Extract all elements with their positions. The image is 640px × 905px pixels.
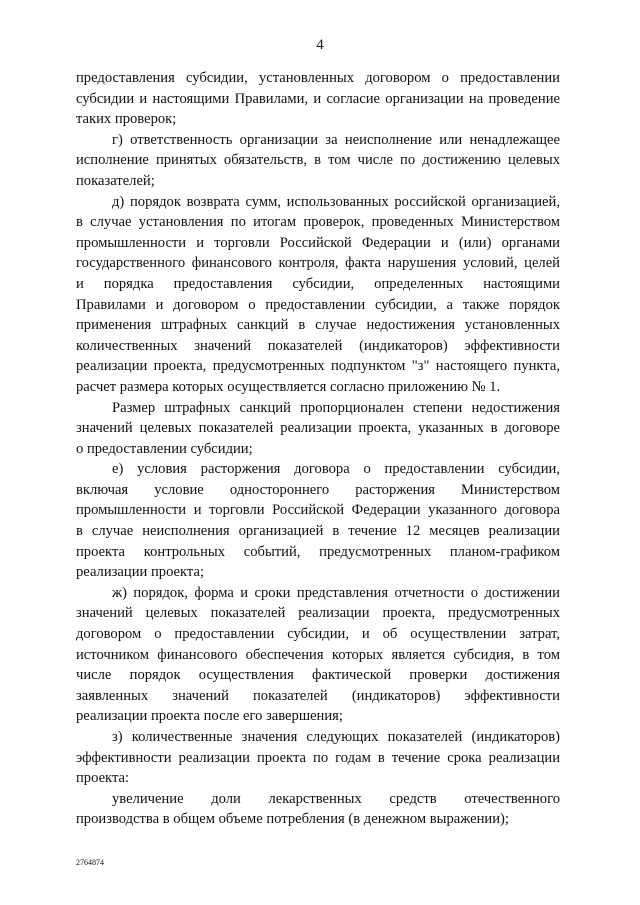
text-line: проекта:: [76, 770, 130, 787]
text-line: реализации проекта, предусмотренных подпунктом "з" настоящего пункта,: [76, 358, 560, 375]
text-line: включая условие одностороннего расторжения Министерством: [76, 481, 560, 498]
text-line: расчет размера которых осуществляется согласно приложению № 1.: [76, 378, 501, 395]
text-line: Правилами и договором о предоставлении субсидии, а также порядок: [76, 296, 560, 313]
text-line: производства в общем объеме потребления (в денежном выражении);: [76, 811, 509, 828]
text-line: промышленности и торговли Российской Федерации и (или) органами: [76, 234, 560, 251]
text-line: источником финансового обеспечения которых является субсидия, в том: [76, 646, 560, 663]
document-body: [76, 68, 560, 830]
paragraph-item-d: [76, 192, 560, 398]
text-line: увеличение доли лекарственных средств отечественного: [112, 790, 560, 807]
text-line: проекта контрольных событий, предусмотренных планом-графиком: [76, 543, 560, 560]
text-line: промышленности и торговли Российской Федерации указанного договора: [76, 502, 560, 519]
text-line: исполнение принятых обязательств, в том числе по достижению целевых: [76, 152, 560, 169]
text-line: о предоставлении субсидии;: [76, 440, 253, 457]
paragraph-item-zh: [76, 583, 560, 727]
paragraph-item-z: [76, 727, 560, 789]
paragraph-item-g: [76, 130, 560, 192]
paragraph-share-increase: [76, 789, 560, 830]
text-line: в случае установления по итогам проверок, проведенных Министерством: [76, 214, 560, 231]
text-line: е) условия расторжения договора о предоставлении субсидии,: [112, 461, 560, 478]
text-line: числе порядок осуществления фактической проверки достижения: [76, 667, 560, 684]
text-line: значений целевых показателей реализации проекта, указанных в договоре: [76, 420, 560, 437]
text-line: заявленных значений показателей (индикаторов) эффективности: [76, 687, 560, 704]
text-line: ж) порядок, форма и сроки представления отчетности о достижении: [112, 584, 560, 601]
text-line: таких проверок;: [76, 111, 177, 128]
paragraph-item-e: [76, 459, 560, 583]
text-line: применения штрафных санкций в случае недостижения установленных: [76, 317, 560, 334]
text-line: предоставления субсидии, установленных договором о предоставлении: [76, 70, 560, 86]
text-line: эффективности реализации проекта по годам в течение срока реализации: [76, 749, 560, 766]
document-code: 2764874: [76, 858, 104, 867]
text-line: количественных значений показателей (индикаторов) эффективности: [76, 337, 560, 354]
paragraph-continuation: [76, 68, 560, 130]
text-line: реализации проекта;: [76, 564, 205, 581]
text-line: г) ответственность организации за неисполнение или ненадлежащее: [112, 131, 560, 148]
text-line: в случае неисполнения организацией в течение 12 месяцев реализации: [76, 523, 560, 540]
text-line: д) порядок возврата сумм, использованных российской организацией,: [112, 193, 560, 210]
text-line: Размер штрафных санкций пропорционален степени недостижения: [112, 399, 560, 416]
text-line: государственного финансового контроля, факта нарушения условий, целей: [76, 255, 560, 272]
text-line: реализации проекта после его завершения;: [76, 708, 343, 725]
text-line: и порядка предоставления субсидии, определенных настоящими: [76, 275, 560, 292]
text-line: показателей;: [76, 172, 155, 189]
text-line: договором о предоставлении субсидии, и об осуществлении затрат,: [76, 626, 560, 643]
text-line: значений целевых показателей реализации проекта, предусмотренных: [76, 605, 560, 622]
paragraph-penalty-size: [76, 398, 560, 460]
text-line: з) количественные значения следующих показателей (индикаторов): [112, 729, 560, 745]
text-line: субсидии и настоящими Правилами, и согласие организации на проведение: [76, 90, 560, 107]
page-number: 4: [316, 37, 324, 53]
